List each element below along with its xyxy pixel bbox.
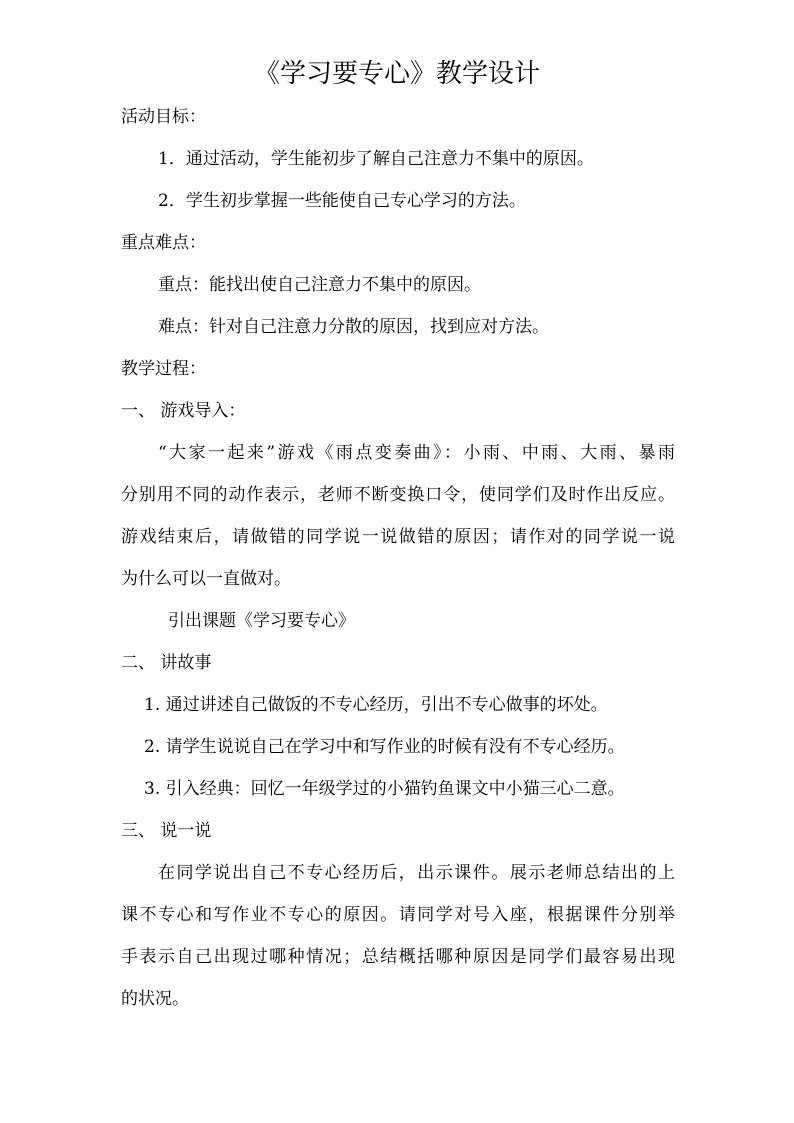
section-1-paragraph-line: 游戏结束后，请做错的同学说一说做错的原因；请作对的同学说一说 xyxy=(121,527,675,547)
difficulty-text: 难点：针对自己注意力分散的原因，找到应对方法。 xyxy=(158,317,549,337)
section-3-heading: 三、 说一说 xyxy=(121,821,212,841)
section-2-list-item: 3. 引入经典：回忆一年级学过的小猫钓鱼课文中小猫三心二意。 xyxy=(144,779,625,799)
section-1-lead-text: 引出课题《学习要专心》 xyxy=(168,611,355,631)
section-3-paragraph-line: 在同学说出自己不专心经历后，出示课件。展示老师总结出的上 xyxy=(158,863,675,883)
section-2-list-item: 2. 请学生说说自己在学习中和写作业的时候有没有不专心经历。 xyxy=(144,737,625,757)
section-3-paragraph-line: 课不专心和写作业不专心的原因。请同学对号入座，根据课件分别举 xyxy=(121,905,675,925)
section-2-heading: 二、 讲故事 xyxy=(121,653,212,673)
section-3-paragraph-line: 的状况。 xyxy=(121,989,189,1009)
section-1-paragraph-line: “大家一起来”游戏《雨点变奏曲》：小雨、中雨、大雨、暴雨 xyxy=(158,443,675,463)
section-1-paragraph-line: 分别用不同的动作表示，老师不断变换口令，使同学们及时作出反应。 xyxy=(121,485,675,505)
document-title: 《学习要专心》教学设计 xyxy=(253,59,540,89)
objective-item-2: 2．学生初步掌握一些能使自己专心学习的方法。 xyxy=(158,191,526,211)
section-3-paragraph-line: 手表示自己出现过哪种情况；总结概括哪种原因是同学们最容易出现 xyxy=(121,947,675,967)
process-heading: 教学过程： xyxy=(121,359,206,379)
objective-item-1: 1．通过活动，学生能初步了解自己注意力不集中的原因。 xyxy=(158,149,594,169)
objectives-heading: 活动目标： xyxy=(121,107,206,127)
keypoint-text: 重点：能找出使自己注意力不集中的原因。 xyxy=(158,275,481,295)
section-2-list-item: 1. 通过讲述自己做饭的不专心经历，引出不专心做事的坏处。 xyxy=(144,695,608,715)
keypoints-heading: 重点难点： xyxy=(121,233,206,253)
section-1-paragraph-line: 为什么可以一直做对。 xyxy=(121,569,291,589)
section-1-heading: 一、 游戏导入： xyxy=(121,401,246,421)
